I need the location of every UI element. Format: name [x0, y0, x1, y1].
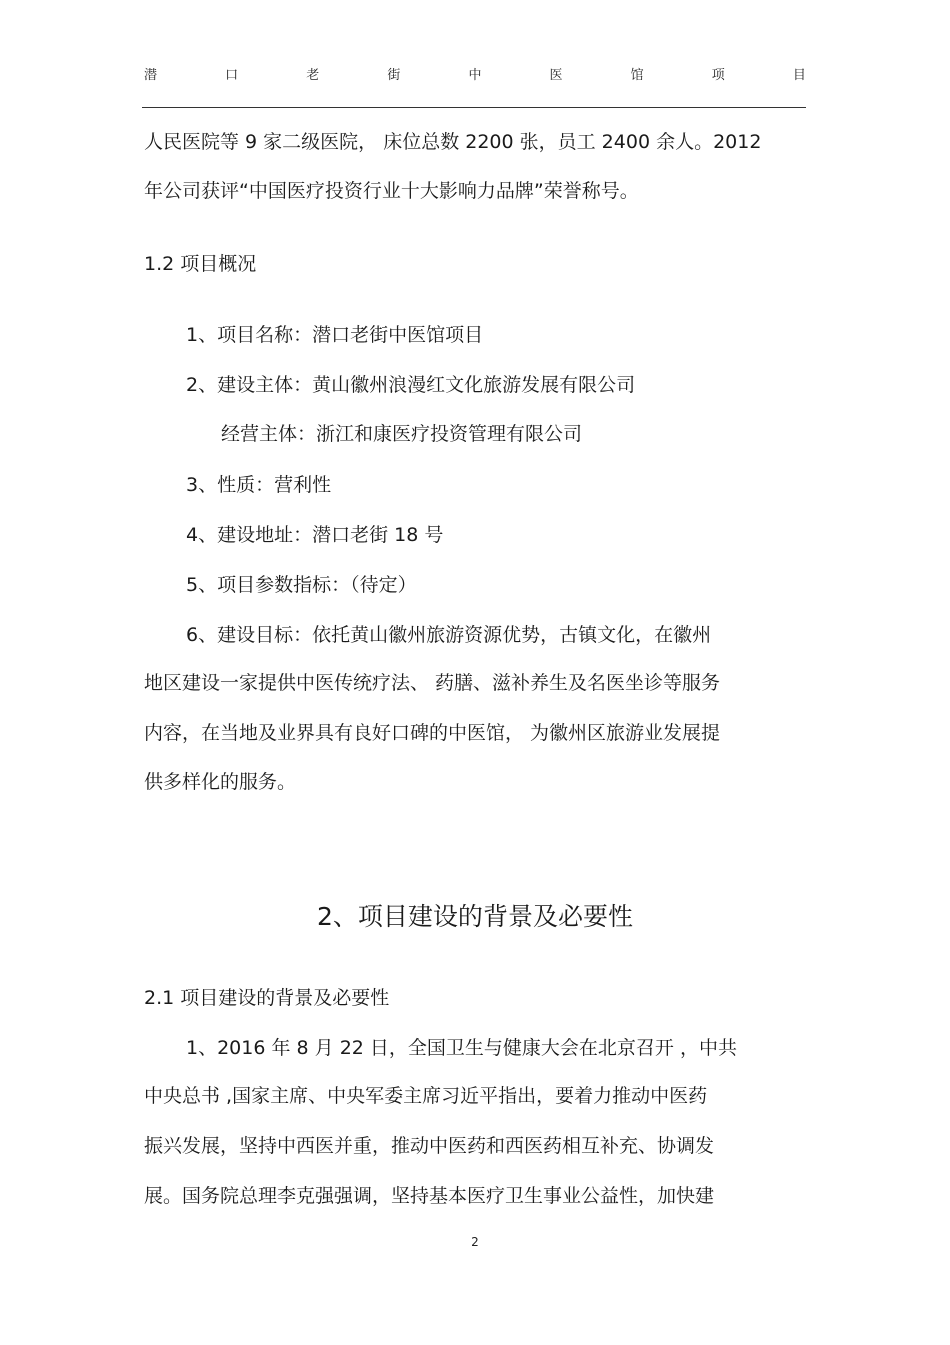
- body-line: 内容，在当地及业界具有良好口碑的中医馆， 为徽州区旅游业发展提: [144, 722, 721, 744]
- body-line: 人民医院等 9 家二级医院， 床位总数 2200 张，员工 2400 余人。2012: [144, 131, 762, 153]
- body-line: 地区建设一家提供中医传统疗法、 药膳、滋补养生及名医坐诊等服务: [144, 672, 721, 694]
- header-char: 项: [711, 68, 725, 83]
- body-line: 振兴发展，坚持中西医并重，推动中医药和西医药相互补充、协调发: [144, 1135, 715, 1157]
- running-header: [144, 66, 806, 86]
- list-item: 5、项目参数指标：（待定）: [186, 574, 417, 596]
- body-line: 中央总书 ,国家主席、中央军委主席习近平指出，要着力推动中医药: [144, 1085, 708, 1107]
- header-char: 潜: [144, 68, 158, 83]
- subsection-heading: 2.1 项目建设的背景及必要性: [144, 987, 390, 1009]
- section-heading: 2、项目建设的背景及必要性: [317, 902, 633, 931]
- list-item-continuation: 经营主体：浙江和康医疗投资管理有限公司: [221, 423, 583, 445]
- header-char: 老: [306, 68, 320, 83]
- header-char: 中: [468, 68, 482, 83]
- list-item: 6、建设目标：依托黄山徽州旅游资源优势，古镇文化，在徽州: [186, 624, 712, 646]
- list-item: 2、建设主体：黄山徽州浪漫红文化旅游发展有限公司: [186, 374, 636, 396]
- header-char: 馆: [630, 68, 644, 83]
- subsection-heading: 1.2 项目概况: [144, 253, 257, 275]
- header-char: 街: [387, 68, 401, 83]
- header-divider: [142, 107, 806, 108]
- list-item: 3、性质：营利性: [186, 474, 332, 496]
- page-number: 2: [471, 1235, 479, 1249]
- header-char: 口: [225, 68, 239, 83]
- list-item: 1、项目名称：潜口老街中医馆项目: [186, 324, 484, 346]
- body-line: 1、2016 年 8 月 22 日，全国卫生与健康大会在北京召开 ，中共: [186, 1037, 737, 1059]
- body-line: 展。国务院总理李克强强调，坚持基本医疗卫生事业公益性，加快建: [144, 1185, 715, 1207]
- header-char: 目: [792, 68, 806, 83]
- body-line: 年公司获评“中国医疗投资行业十大影响力品牌”荣誉称号。: [144, 180, 639, 202]
- list-item: 4、建设地址：潜口老街 18 号: [186, 524, 444, 546]
- body-line: 供多样化的服务。: [144, 771, 297, 793]
- header-char: 医: [549, 68, 563, 83]
